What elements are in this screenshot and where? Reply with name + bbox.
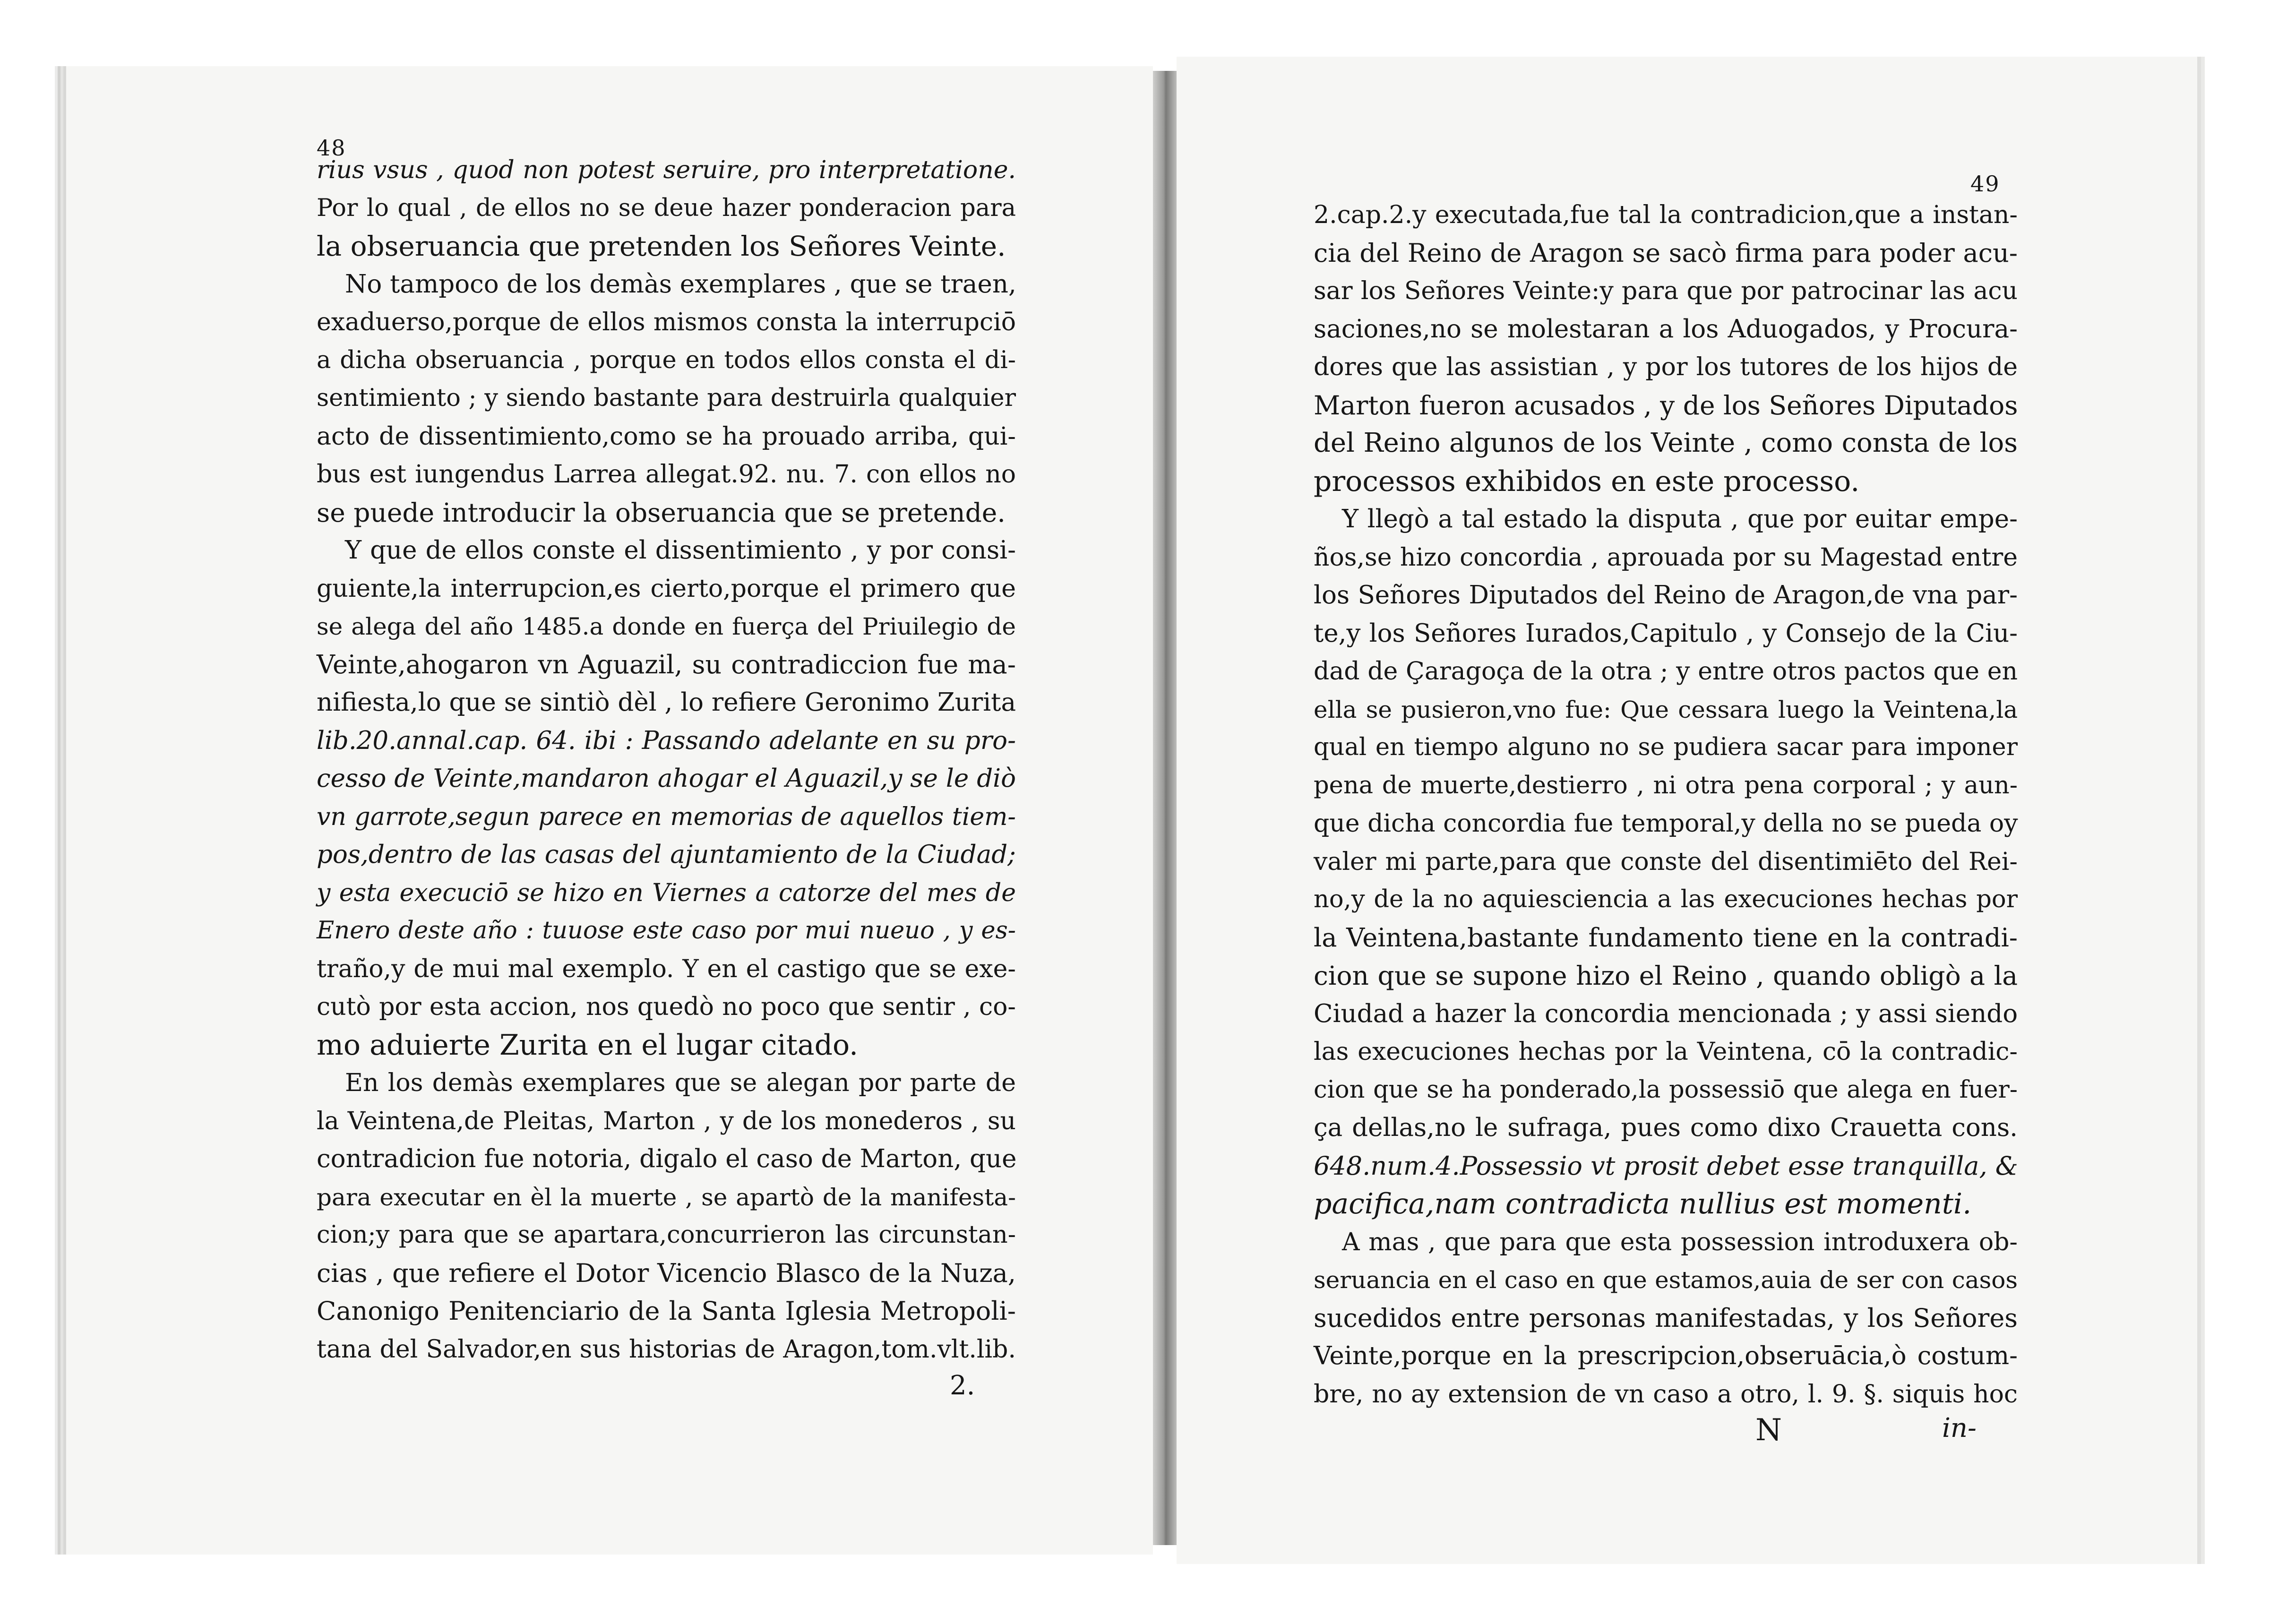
text-line: mo aduierte Zurita en el lugar citado. <box>317 1028 859 1062</box>
text-line: los Señores Diputados del Reino de Aragon,de vna par- <box>1314 581 2018 610</box>
text-line: vn garrote,segun parece en memorias de aquellos tiem- <box>317 802 1016 831</box>
text-line: ños,se hizo concordia , aprouada por su Magestad entre <box>1314 543 2018 572</box>
text-line: cion;y para que se apartara,concurrieron las circunstan- <box>317 1221 1016 1249</box>
text-line: pena de muerte,destierro , ni otra pena corporal ; y aun- <box>1314 771 2018 799</box>
text-line: saciones,no se molestaran a los Aduogados, y Procura- <box>1314 314 2018 344</box>
text-line: la Veintena,bastante fundamento tiene en la contradi- <box>1314 922 2018 953</box>
text-line: bus est iungendus Larrea allegat.92. nu. 7. con ellos no <box>317 460 1016 489</box>
text-line: tana del Salvador,en sus historias de Aragon,tom.vlt.lib. <box>317 1335 1016 1364</box>
text-line: Enero deste año : tuuose este caso por mui nueuo , y es- <box>317 917 1016 945</box>
text-line: cesso de Veinte,mandaron ahogar el Aguazil,y se le diò <box>317 764 1016 793</box>
text-line: En los demàs exemplares que se alegan por parte de <box>345 1069 1016 1097</box>
text-line: sar los Señores Veinte:y para que por patrocinar las acu <box>1314 277 2018 305</box>
text-line: Ciudad a hazer la concordia mencionada ; y assi siendo <box>1314 999 2018 1028</box>
right-page-number: 49 <box>1970 171 2000 197</box>
text-line: se puede introducir la obseruancia que se pretende. <box>317 497 1006 528</box>
text-line: cion que se ha ponderado,la possessiō que alega en fuer- <box>1314 1075 2018 1104</box>
text-line: ça dellas,no le sufraga, pues como dixo Crauetta cons. <box>1314 1113 2018 1142</box>
text-line: Marton fueron acusados , y de los Señores Diputados <box>1314 390 2018 421</box>
text-line: ella se pusieron,vno fue: Que cessara luego la Veintena,la <box>1314 696 2018 723</box>
text-line: la Veintena,de Pleitas, Marton , y de los monederos , su <box>317 1107 1016 1135</box>
text-line: guiente,la interrupcion,es cierto,porque el primero que <box>317 574 1016 603</box>
text-line: para executar en èl la muerte , se apartò de la manifesta- <box>317 1183 1016 1211</box>
text-line: sentimiento ; y siendo bastante para destruirla qualquier <box>317 384 1016 412</box>
text-line: dad de Çaragoça de la otra ; y entre otros pactos que en <box>1314 657 2018 686</box>
text-line: 2.cap.2.y executada,fue tal la contradicion,que a instan- <box>1314 201 2018 229</box>
text-line: Veinte,porque en la prescripcion,obseruācia,ò costum- <box>1314 1341 2018 1370</box>
text-line: nifiesta,lo que se sintiò dèl , lo refiere Geronimo Zurita <box>317 688 1016 717</box>
text-line: 648.num.4.Possessio vt prosit debet esse tranquilla, & <box>1314 1151 2018 1181</box>
text-line: que dicha concordia fue temporal,y della no se pueda oy <box>1314 809 2018 838</box>
left-page-text <box>317 151 1016 1368</box>
right-page-text <box>1314 196 2018 1413</box>
text-line: no,y de la no aquiesciencia a las execuciones hechas por <box>1314 885 2018 913</box>
right-catchword: in- <box>1942 1413 1977 1444</box>
text-line: qual en tiempo alguno no se pudiera sacar para imponer <box>1314 733 2018 761</box>
text-line: cutò por esta accion, nos quedò no poco que sentir , co- <box>317 993 1016 1021</box>
text-line: cia del Reino de Aragon se sacò firma para poder acu- <box>1314 238 2018 268</box>
text-line: y esta execuciō se hizo en Viernes a catorze del mes de <box>317 878 1016 907</box>
text-line: cias , que refiere el Dotor Vicencio Blasco de la Nuza, <box>317 1258 1016 1288</box>
text-line: acto de dissentimiento,como se ha prouado arriba, qui- <box>317 422 1016 451</box>
text-line: pacifica,nam contradicta nullius est momenti. <box>1314 1187 1972 1220</box>
book-gutter <box>1153 71 1177 1545</box>
text-line: contradicion fue notoria, digalo el caso de Marton, que <box>317 1144 1017 1173</box>
text-line: bre, no ay extension de vn caso a otro, l. 9. §. siquis hoc <box>1314 1380 2018 1409</box>
text-line: pos,dentro de las casas del ajuntamiento de la Ciudad; <box>317 840 1016 869</box>
signature-mark: N <box>1755 1413 1782 1448</box>
text-line: Canonigo Penitenciario de la Santa Iglesia Metropoli- <box>317 1296 1016 1326</box>
text-line: No tampoco de los demàs exemplares , que se traen, <box>345 269 1016 299</box>
text-line: processos exhibidos en este processo. <box>1314 464 1860 498</box>
text-line: Y llegò a tal estado la disputa , que por euitar empe- <box>1342 505 2018 533</box>
text-line: seruancia en el caso en que estamos,auia de ser con casos <box>1314 1266 2018 1294</box>
text-line: del Reino algunos de los Veinte , como consta de los <box>1314 428 2018 458</box>
text-line: dores que las assistian , y por los tutores de los hijos de <box>1314 353 2018 381</box>
text-line: cion que se supone hizo el Reino , quando obligò a la <box>1314 961 2018 991</box>
text-line: sucedidos entre personas manifestadas, y los Señores <box>1314 1303 2018 1333</box>
page-edges <box>56 71 66 1545</box>
text-line: se alega del año 1485.a donde en fuerça del Priuilegio de <box>317 613 1016 640</box>
text-line: Y que de ellos conste el dissentimiento , y por consi- <box>345 536 1016 565</box>
text-line: la obseruancia que pretenden los Señores Veinte. <box>317 230 1006 262</box>
text-line: valer mi parte,para que conste del disentimiēto del Rei- <box>1314 847 2018 876</box>
text-line: traño,y de mui mal exemplo. Y en el castigo que se exe- <box>317 954 1016 983</box>
text-line: Veinte,ahogaron vn Aguazil, su contradiccion fue ma- <box>317 649 1016 679</box>
text-line: las execuciones hechas por la Veintena, cō la contradic- <box>1314 1038 2018 1066</box>
text-line: Por lo qual , de ellos no se deue hazer ponderacion para <box>317 194 1016 222</box>
text-line: a dicha obseruancia , porque en todos ellos consta el di- <box>317 346 1016 374</box>
text-line: lib.20.annal.cap. 64. ibi : Passando adelante en su pro- <box>317 726 1016 755</box>
left-catchword: 2. <box>950 1370 975 1401</box>
text-line: rius vsus , quod non potest seruire, pro interpretatione. <box>317 156 1016 184</box>
left-page-number: 48 <box>317 135 346 161</box>
text-line: exaduerso,porque de ellos mismos consta la interrupciō <box>317 308 1016 336</box>
text-line: A mas , que para que esta possession introduxera ob- <box>1342 1228 2018 1256</box>
text-line: te,y los Señores Iurados,Capitulo , y Consejo de la Ciu- <box>1314 619 2018 648</box>
